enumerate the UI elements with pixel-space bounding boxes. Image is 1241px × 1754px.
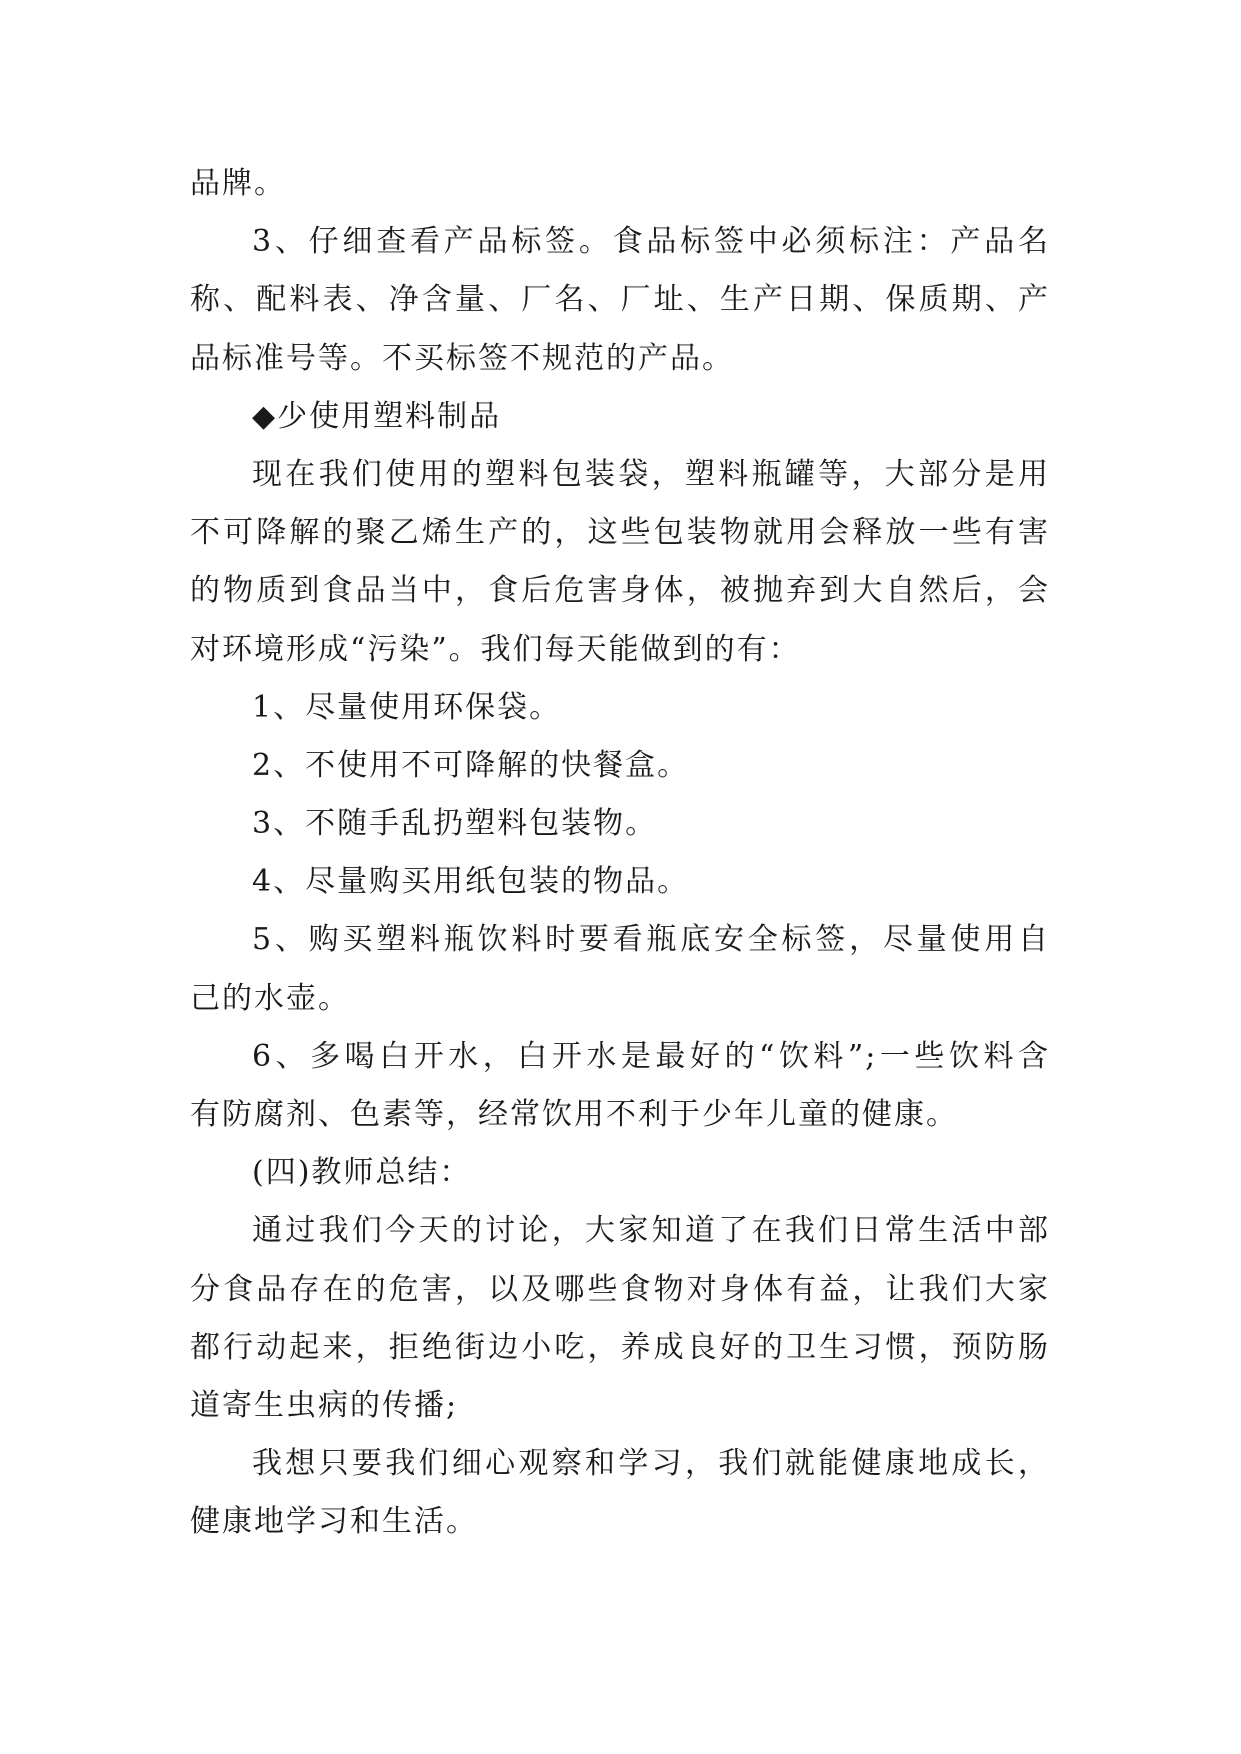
text-line: 的物质到食品当中，食后危害身体，被抛弃到大自然后，会 [190,573,1050,609]
text-line: 不可降解的聚乙烯生产的，这些包装物就用会释放一些有害 [190,515,1050,551]
text-line: 都行动起来，拒绝街边小吃，养成良好的卫生习惯，预防肠 [190,1329,1050,1365]
text-line: (四)教师总结： [252,1155,472,1191]
text-line: 1、尽量使用环保袋。 [252,689,562,725]
body-text [190,155,1050,1552]
text-line: 现在我们使用的塑料包装袋，塑料瓶罐等，大部分是用 [252,456,1050,492]
text-line: 3、不随手乱扔塑料包装物。 [252,806,658,842]
text-line: 4、尽量购买用纸包装的物品。 [252,864,690,900]
text-line: 分食品存在的危害，以及哪些食物对身体有益，让我们大家 [190,1271,1050,1307]
text-line: 通过我们今天的讨论，大家知道了在我们日常生活中部 [252,1213,1050,1249]
text-line: 我想只要我们细心观察和学习，我们就能健康地成长， [252,1446,1050,1482]
text-line: 3、仔细查看产品标签。食品标签中必须标注：产品名 [252,224,1050,260]
text-line: 2、不使用不可降解的快餐盒。 [252,747,690,783]
text-line: 己的水壶。 [190,980,350,1016]
text-line: ◆少使用塑料制品 [252,398,502,434]
text-line: 对环境形成“污染”。我们每天能做到的有： [190,631,801,667]
text-line: 道寄生虫病的传播; [190,1387,459,1423]
text-line: 6、多喝白开水，白开水是最好的“饮料”;一些饮料含 [252,1038,1050,1074]
text-line: 5、购买塑料瓶饮料时要看瓶底安全标签，尽量使用自 [252,922,1050,958]
text-line: 健康地学习和生活。 [190,1504,478,1540]
text-line: 品标准号等。不买标签不规范的产品。 [190,340,734,376]
text-line: 有防腐剂、色素等，经常饮用不利于少年儿童的健康。 [190,1097,958,1132]
text-line: 称、配料表、净含量、厂名、厂址、生产日期、保质期、产 [190,282,1050,318]
text-line: 品牌。 [190,166,286,201]
